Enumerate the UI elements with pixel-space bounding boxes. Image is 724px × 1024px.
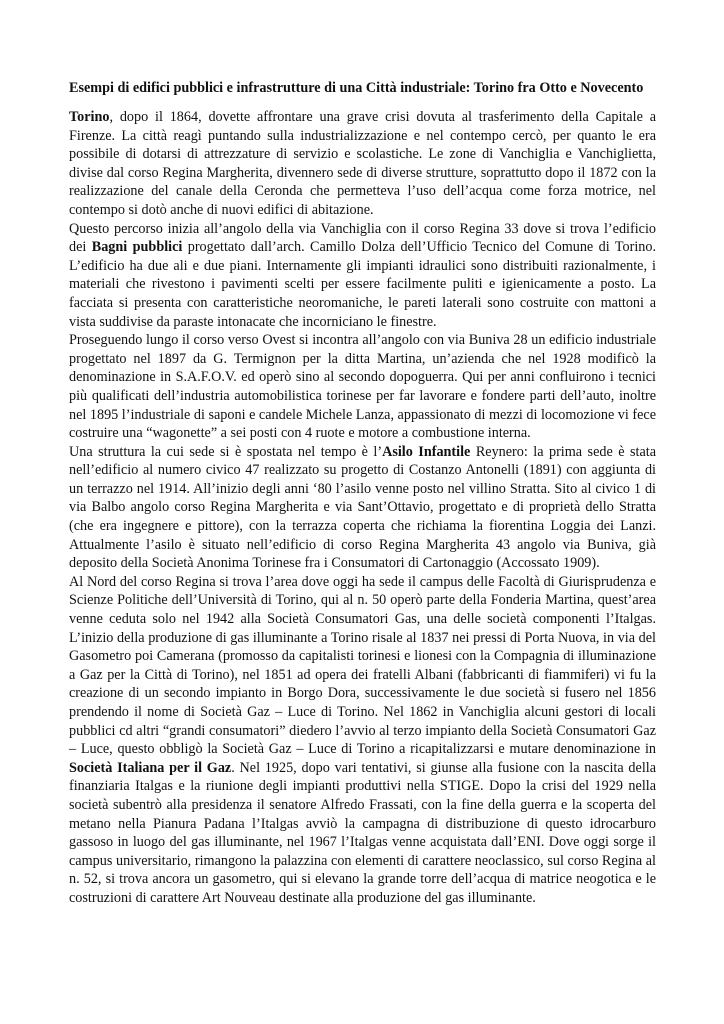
- paragraph-text: . Nel 1925, dopo vari tentativi, si giunse alla fusione con la nascita della finanziaria Italgas e la riunione degli impianti produttivi nella STIGE. Dopo la crisi del 1929 nella società subentrò alla presidenza il senatore Alfredo Frassati, con la fine della guerra e la scoperta del metano nella Pianura Padana l’Italgas avviò la campagna di distribuzione di questo idrocarburo gassoso in luogo del gas illuminante, nel 1967 l’Italgas venne acquistata dall’ENI. Dove oggi sorge il campus universitario, rimangono la palazzina con elementi di carattere neoclassico, sul corso Regina al n. 52, si trova ancora un gasometro, qui si elevano la grande torre dell’acqua di matrice neogotica e le costruzioni di carattere Art Nouveau destinate alla produzione del gas illuminante.: [69, 759, 656, 906]
- paragraph-text: , dopo il 1864, dovette affrontare una grave crisi dovuta al trasferimento della Capitale a Firenze. La città reagì puntando sulla industrializzazione e nel contempo cercò, per quanto le era possibile di dotarsi di attrezzature di servizio e scolastiche. Le zone di Vanchiglia e Vanchiglietta, divise dal corso Regina Margherita, divennero sede di diverse strutture, soprattutto dopo il 1872 con la realizzazione del canale della Ceronda che permetteva l’uso dell’acqua come forza motrice, nel contempo si dotò anche di nuovi edifici di abitazione.: [69, 109, 656, 218]
- bold-term: Bagni pubblici: [91, 239, 183, 256]
- paragraph-martina: [69, 331, 656, 443]
- paragraph-text: Una struttura la cui sede si è spostata nel tempo è l’: [69, 443, 383, 460]
- paragraph-asilo-infantile: [69, 443, 656, 573]
- bold-term: Asilo Infantile: [382, 443, 471, 460]
- document-page: [69, 72, 656, 908]
- paragraph-torino-intro: [69, 108, 656, 220]
- paragraph-text: Reynero: la prima sede è stata nell’edificio al numero civico 47 realizzato su progetto di Costanzo Antonelli (1891) con aggiunta di un terrazzo nel 1914. All’inizio degli anni ‘80 l’asilo venne posto nel villino Stratta. Sito al civico 1 di via Balbo angolo corso Regina Margherita e via Sant’Ottavio, progettato e di proprietà dello Stratta (che era ingegnere e pittore), con la terrazza coperta che richiama la fiorentina Loggia dei Lanzi. Attualmente l’asilo è situato nell’edificio di corso Regina Margherita 43 angolo via Buniva, già deposito della Società Anonima Torinese fra i Consumatori di Cartonaggio (Accossato 1909).: [69, 443, 656, 572]
- paragraph-text: Proseguendo lungo il corso verso Ovest si incontra all’angolo con via Buniva 28 un edificio industriale progettato nel 1897 da G. Termignon per la ditta Martina, un’azienda che nel 1928 modificò la denominazione in S.A.F.O.V. ed operò sino al secondo dopoguerra. Qui per anni confluirono i tecnici più qualificati dell’industria automobilistica torinese per far lavorare e fondere parti dell’auto, inoltre nel 1895 l’industriale di saponi e candele Michele Lanza, appassionato di mezzi di locomozione vi fece costruire una “wagonette” a sei posti con 4 ruote e motore a combustione interna.: [69, 332, 656, 442]
- bold-term: Torino: [69, 109, 110, 125]
- paragraph-text: Questo percorso inizia all’angolo della via Vanchiglia con il corso Regina 33 dove si trova l’edificio dei: [69, 220, 656, 256]
- paragraph-text: progettato dall’arch. Camillo Dolza dell’Ufficio Tecnico del Comune di Torino. L’edificio ha due ali e due piani. Internamente gli impianti idraulici sono distribuiti razionalmente, i materiali che rivestono i pavimenti scelti per essere facilmente puliti e igienicamente a posto. La facciata si presenta con caratteristiche neoromaniche, le pareti laterali sono costruite con mattoni a vista suddivise da paraste intonacate che incorniciano le finestre.: [69, 239, 656, 330]
- paragraph-bagni-pubblici: [69, 220, 656, 332]
- bold-term: Società Italiana per il Gaz: [69, 759, 232, 776]
- document-title: Esempi di edifici pubblici e infrastrutture di una Città industriale: Torino fra Otto e Novecento: [69, 80, 644, 96]
- paragraph-text: Al Nord del corso Regina si trova l’area dove oggi ha sede il campus delle Facoltà di Giurisprudenza e Scienze Politiche dell’Università di Torino, qui al n. 50 operò parte della Fonderia Martina, quest’area venne ceduta solo nel 1942 alla Società Consumatori Gas, una delle società componenti l’Italgas. L’inizio della produzione di gas illuminante a Torino risale al 1837 nei pressi di Porta Nuova, in via del Gasometro poi Camerana (promosso da capitalisti torinesi e lionesi con la Compagnia di illuminazione a Gaz per la Città di Torino), nel 1851 ad opera dei fratelli Albani (fabbricanti di fiammiferi) vi fu la creazione di un secondo impianto in Borgo Dora, successivamente le due società si fusero nel 1856 prendendo il nome di Società Gaz – Luce di Torino. Nel 1862 in Vanchiglia alcuni gestori di locali pubblici cd altri “grandi consumatori” diedero l’avvio al terzo impianto della Società Consumatori Gaz – Luce, questo obbligò la Società Gaz – Luce di Torino a ricapitalizzarsi e mutare denominazione in: [69, 573, 656, 758]
- paragraph-italgas: [69, 573, 656, 908]
